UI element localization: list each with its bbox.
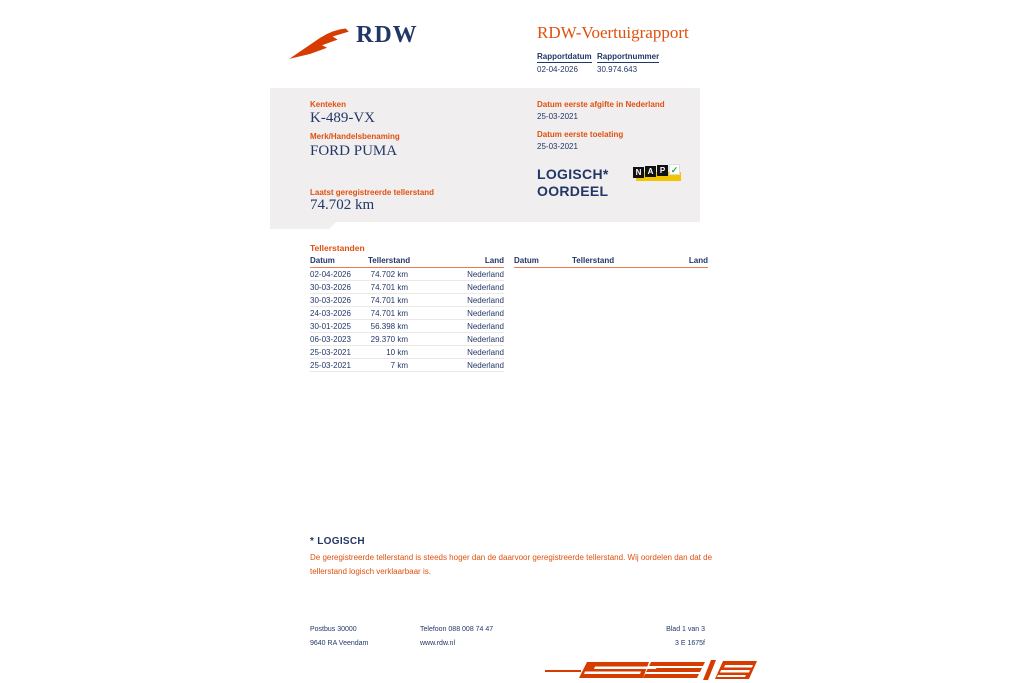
cell-datum: 02-04-2026 <box>310 268 368 281</box>
eerste-toelating-value: 25-03-2021 <box>537 142 578 151</box>
cell-land: Nederland <box>408 359 504 372</box>
oordeel-line2: OORDEEL <box>537 183 609 199</box>
column-header-land: Land <box>408 256 504 268</box>
cell-land: Nederland <box>408 268 504 281</box>
footer-address <box>310 623 368 651</box>
tellerstanden-table-left <box>310 256 504 372</box>
cell-tellerstand: 74.701 km <box>368 307 408 320</box>
cell-land: Nederland <box>408 307 504 320</box>
tellerstanden-section-title: Tellerstanden <box>310 243 365 253</box>
eerste-toelating-label: Datum eerste toelating <box>537 130 624 139</box>
cell-datum: 06-03-2023 <box>310 333 368 346</box>
table-header-row <box>514 256 708 268</box>
nap-logo <box>633 162 681 184</box>
footer-form-code: 3 E 1675f <box>675 640 705 647</box>
nap-check-icon: ✓ <box>670 165 679 175</box>
cell-tellerstand: 7 km <box>368 359 408 372</box>
oordeel-line1: LOGISCH* <box>537 166 609 182</box>
footer-address-line1: Postbus 30000 <box>310 626 357 633</box>
report-number-value: 30.974.643 <box>597 65 638 74</box>
footer-address-line2: 9640 RA Veendam <box>310 640 369 647</box>
column-header-tellerstand: Tellerstand <box>572 256 612 268</box>
table-row <box>310 281 504 294</box>
kenteken-value: K-489-VX <box>310 110 375 126</box>
cell-datum: 30-01-2025 <box>310 320 368 333</box>
table-row <box>310 268 504 281</box>
report-date-value: 02-04-2026 <box>537 65 578 74</box>
rdw-logo-text: RDW <box>356 22 418 48</box>
column-header-datum: Datum <box>514 256 572 268</box>
table-row <box>310 294 504 307</box>
cell-tellerstand: 56.398 km <box>368 320 408 333</box>
table-row <box>310 333 504 346</box>
table-row <box>310 346 504 359</box>
footer-pagination <box>605 623 705 651</box>
laatste-tellerstand-value: 74.702 km <box>310 197 375 213</box>
kenteken-label: Kenteken <box>310 100 347 109</box>
table-row <box>310 359 504 372</box>
footer-phone: Telefoon 088 008 74 47 <box>420 626 494 633</box>
logisch-footnote-title: * LOGISCH <box>310 536 365 547</box>
cell-land: Nederland <box>408 281 504 294</box>
report-date-label: Rapportdatum <box>537 52 592 61</box>
merk-value: FORD PUMA <box>310 143 398 159</box>
cell-datum: 25-03-2021 <box>310 346 368 359</box>
cell-datum: 24-03-2026 <box>310 307 368 320</box>
summary-box-corner-tab <box>270 222 336 229</box>
cell-tellerstand: 74.701 km <box>368 294 408 307</box>
cell-datum: 30-03-2026 <box>310 294 368 307</box>
column-header-tellerstand: Tellerstand <box>368 256 408 268</box>
page-title: RDW-Voertuigrapport <box>537 23 689 42</box>
table-row <box>310 307 504 320</box>
column-header-land: Land <box>612 256 708 268</box>
laatste-tellerstand-label: Laatst geregistreerde tellerstand <box>310 188 435 197</box>
eerste-afgifte-value: 25-03-2021 <box>537 112 578 121</box>
cell-tellerstand: 74.701 km <box>368 281 408 294</box>
cell-tellerstand: 29.370 km <box>368 333 408 346</box>
column-header-datum: Datum <box>310 256 368 268</box>
cell-datum: 30-03-2026 <box>310 281 368 294</box>
nap-letter-p: P <box>657 165 668 176</box>
cell-tellerstand: 74.702 km <box>368 268 408 281</box>
footer-website: www.rdw.nl <box>420 640 456 647</box>
cell-land: Nederland <box>408 333 504 346</box>
cell-tellerstand: 10 km <box>368 346 408 359</box>
nap-letter-n: N <box>633 167 644 178</box>
oordeel-text <box>537 166 609 200</box>
cell-land: Nederland <box>408 320 504 333</box>
merk-label: Merk/Handelsbenaming <box>310 132 400 141</box>
table-row <box>310 320 504 333</box>
cell-datum: 25-03-2021 <box>310 359 368 372</box>
logisch-footnote-text: De geregistreerde tellerstand is steeds hoger dan de daarvoor geregistreerde tellerstand. Wij oordelen dan dat de tellerstand logisch verklaarbaar is. <box>310 553 713 576</box>
table-header-row <box>310 256 504 268</box>
footer-page-number: Blad 1 van 3 <box>666 626 705 633</box>
rdw-feather-logo-icon <box>288 24 350 64</box>
tellerstanden-table-right <box>514 256 708 268</box>
footer-contact <box>420 623 493 651</box>
cell-land: Nederland <box>408 346 504 359</box>
nap-letter-a: A <box>645 166 656 177</box>
report-number-label: Rapportnummer <box>597 52 660 61</box>
cell-land: Nederland <box>408 294 504 307</box>
eerste-afgifte-label: Datum eerste afgifte in Nederland <box>537 100 665 109</box>
speed-stripes-graphic-icon <box>545 658 757 682</box>
